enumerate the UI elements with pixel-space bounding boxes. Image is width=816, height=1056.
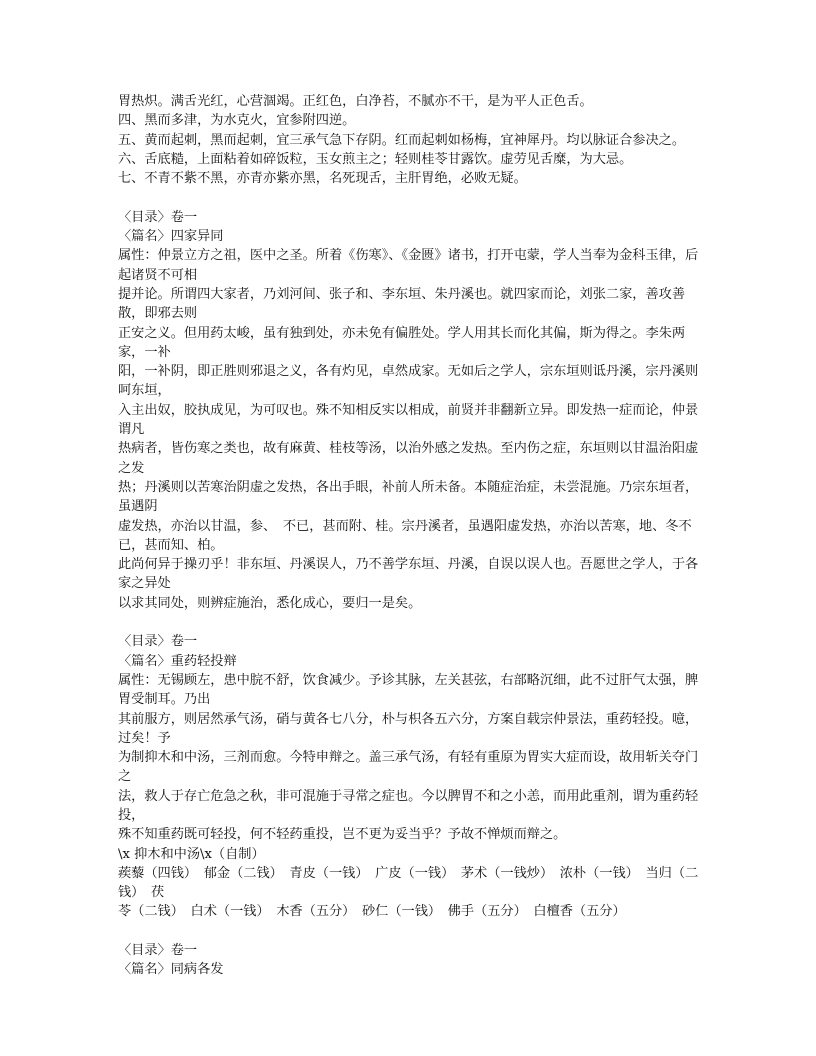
section-heavy-drug-light-dose <box>118 632 700 921</box>
text-line: 殊不知重药既可轻投，何不轻药重投，岂不更为妥当乎？予故不惮烦而辩之。 <box>118 827 567 843</box>
text-line: 法，救人于存亡危急之秋，非可混施于寻常之症也。今以脾胃不和之小恙，而用此重剂，谓为重药轻投， <box>118 788 699 823</box>
text-line: 入主出奴，胶执成见，为可叹也。殊不知相反实以相成，前贤并非翻新立异。即发热一症而论，仲景谓凡 <box>118 402 699 438</box>
blank-line <box>118 188 700 207</box>
text-line: 六、舌底糙，上面粘着如碎饭粒，玉女煎主之；轻则桂苓甘露饮。虚劳见舌糜，为大忌。 <box>118 151 633 167</box>
text-line: 七、不青不紫不黑，亦青亦紫亦黑，名死现舌，主肝胃绝，必败无疑。 <box>118 171 527 187</box>
section-tongue-diagnosis <box>118 92 700 188</box>
text-line: 属性：仲景立方之祖，医中之圣。所着《伤寒》、《金匮》诸书，打开屯蒙，学人当奉为金科玉律，后起诸贤不可相 <box>118 248 699 283</box>
chapter-title: 〈篇名〉四家异同 <box>118 229 224 245</box>
chapter-title: 〈篇名〉同病各发 <box>118 962 224 978</box>
formula-ingredients: 蒺藜（四钱） 郁金（二钱） 青皮（一钱） 广皮（一钱） 茅术（一钱炒） 浓朴（一钱） 当归（二钱） 茯 <box>118 865 699 901</box>
text-line: 属性：无锡顾左，患中脘不舒，饮食减少。予诊其脉，左关甚弦，右部略沉细，此不过肝气太强，脾胃受制耳。乃出 <box>118 672 699 708</box>
text-line: 热；丹溪则以苦寒治阴虚之发热，各出手眼，补前人所未备。本随症治症，未尝混施。乃宗东垣者，虽遇阴 <box>118 479 699 515</box>
text-line: 热病者，皆伤寒之类也，故有麻黄、桂枝等汤，以治外感之发热。至内伤之症，东垣则以甘温治阳虚之发 <box>118 441 699 476</box>
text-line: 虚发热，亦治以甘温，参、 不已，甚而附、桂。宗丹溪者，虽遇阳虚发热，亦治以苦寒，地、冬不已，甚而知、柏。 <box>118 518 692 553</box>
catalog-heading: 〈目录〉卷一 <box>118 943 198 959</box>
text-line: 阳，一补阴，即正胜则邪退之义，各有灼见，卓然成家。无如后之学人，宗东垣则诋丹溪，宗丹溪则呵东垣， <box>118 364 699 399</box>
blank-line <box>118 613 700 632</box>
formula-ingredients: 苓（二钱） 白术（一钱） 木香（五分） 砂仁（一钱） 佛手（五分） 白檀香（五分） <box>118 904 626 920</box>
text-line: 以求其同处，则辨症施治，悉化成心，要归一是矣。 <box>118 595 422 611</box>
catalog-heading: 〈目录〉卷一 <box>118 209 198 225</box>
text-line: 提并论。所谓四大家者，乃刘河间、张子和、李东垣、朱丹溪也。就四家而论，刘张二家，善攻善散，即邪去则 <box>118 286 686 322</box>
text-line: 其前服方，则居然承气汤，硝与黄各七八分，朴与枳各五六分，方案自载宗仲景法，重药轻投。噫，过矣！予 <box>118 711 699 746</box>
chapter-title: 〈篇名〉重药轻投辩 <box>118 653 237 669</box>
document-page <box>118 92 700 980</box>
text-line: 四、黑而多津，为水克火，宜参附四逆。 <box>118 113 356 129</box>
blank-line <box>118 922 700 941</box>
text-line: 五、黄而起刺，黑而起刺，宜三承气急下存阴。红而起刺如杨梅，宜神犀丹。均以脉证合参决之。 <box>118 132 686 148</box>
text-line: 胃热炽。满舌光红，心营涸竭。正红色，白净苔，不腻亦不干，是为平人正色舌。 <box>118 94 593 109</box>
section-same-disease <box>118 941 700 980</box>
text-line: 为制抑木和中汤，三剂而愈。今特申辩之。盖三承气汤，有轻有重原为胃实大症而设，故用斩关夺门之 <box>118 750 699 785</box>
catalog-heading: 〈目录〉卷一 <box>118 634 198 650</box>
section-four-schools <box>118 208 700 613</box>
text-line: 此尚何异于操刃乎！非东垣、丹溪误人，乃不善学东垣、丹溪，自误以误人也。吾愿世之学人，于各家之异处 <box>118 557 699 592</box>
text-line: 正安之义。但用药太峻，虽有独到处，亦未免有偏胜处。学人用其长而化其偏，斯为得之。李朱两家，一补 <box>118 325 686 360</box>
formula-title: \x 抑木和中汤\x（自制） <box>118 846 265 862</box>
